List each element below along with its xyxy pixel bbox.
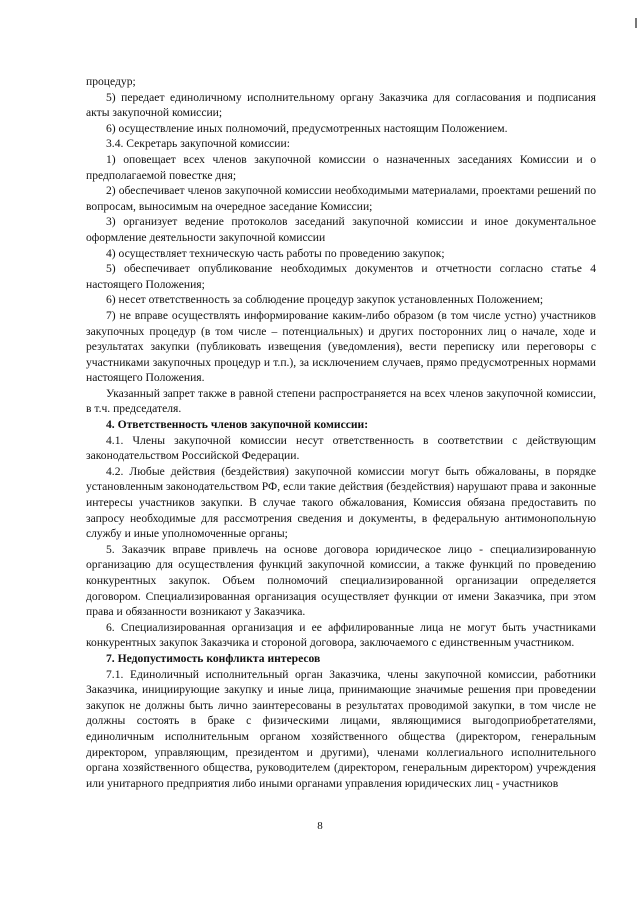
paragraph-6: 2) обеспечивает членов закупочной комиссии необходимыми материалами, проектами решений по вопросам, выносимым на очередное заседание Комиссии; — [86, 184, 596, 213]
paragraph-16: 5. Заказчик вправе привлечь на основе договора юридическое лицо - специализированную организацию для осуществления функций закупочной комиссии, а также функций по проведению конкурентных закупок. Объем полномочий специализированной организации определяется договором. Специализированная организация осуществляет функции от имени Заказчика, при этом права и обязанности возникают у Заказчика. — [86, 542, 596, 619]
paragraph-11: 7) не вправе осуществлять информирование каким-либо образом (в том числе устно) участников закупочных процедур (в том числе – потенциальных) и других посторонних лиц о начале, ходе и результатах закупки (публиковать извещения (уведомления), вести переписку или переговоры с участниками закупочных процедур и т.п.), за исключением случаев, прямо предусмотренных нормами настоящего Положения. — [86, 308, 596, 385]
paragraph-17: 6. Специализированная организация и ее аффилированные лица не могут быть участниками конкурентных закупок Заказчика и стороной договора, заключаемого с единственным участником. — [86, 620, 596, 650]
section-heading-7: 7. Недопустимость конфликта интересов — [106, 651, 321, 665]
paragraph-3: 6) осуществление иных полномочий, предусмотренных настоящим Положением. — [106, 121, 508, 135]
scan-edge-mark — [635, 18, 637, 28]
paragraph-14: 4.1. Члены закупочной комиссии несут ответственность в соответствии с действующим законодательством Российской Федерации. — [86, 433, 596, 463]
paragraph-2: 5) передает единоличному исполнительному органу Заказчика для согласования и подписания акты закупочной комиссии; — [86, 90, 596, 120]
paragraph-1: процедур; — [86, 75, 136, 88]
paragraph-9: 5) обеспечивает опубликование необходимых документов и отчетности согласно статье 4 настоящего Положения; — [86, 262, 596, 291]
paragraph-15: 4.2. Любые действия (бездействия) закупочной комиссии могут быть обжалованы, в порядке установленным законодательством РФ, если такие действия (бездействия) нарушают права и законные интересы участников закупки. В случае такого обжалования, Комиссия обязана предоставить по запросу необходимые для рассмотрения сведения и документы, в федеральную антимонопольную службу и иные уполномоченные органы; — [86, 464, 596, 541]
document-page — [86, 74, 596, 791]
paragraph-19: 7.1. Единоличный исполнительный орган Заказчика, члены закупочной комиссии, работники Заказчика, инициирующие закупку и иные лица, принимающие значимые решения при проведении закупок не должны быть лично заинтересованы в результатах проводимой закупки, в том числе не должны состоять в браке с физическими лицами, являющимися выгодоприобретателями, единоличным исполнительным органом хозяйственного общества (директором, генеральным директором, управляющим, президентом и другими), членами коллегиального исполнительного органа хозяйственного общества, руководителем (директором, генеральным директором) учреждения или унитарного предприятия либо иными органами управления юридических лиц - участников — [86, 667, 596, 790]
paragraph-12: Указанный запрет также в равной степени распространяется на всех членов закупочной комиссии, в т.ч. председателя. — [86, 386, 596, 416]
paragraph-10: 6) несет ответственность за соблюдение процедур закупок установленных Положением; — [106, 293, 544, 307]
paragraph-5: 1) оповещает всех членов закупочной комиссии о назначенных заседаниях Комиссии и о предполагаемой повестке дня; — [86, 152, 596, 182]
paragraph-4: 3.4. Секретарь закупочной комиссии: — [106, 137, 290, 151]
page-number: 8 — [317, 820, 323, 832]
paragraph-7: 3) организует ведение протоколов заседаний закупочной комиссии и иное документальное оформление деятельности закупочной комиссии — [86, 215, 596, 244]
paragraph-8: 4) осуществляет техническую часть работы по проведению закупок; — [106, 246, 445, 260]
section-heading-4: 4. Ответственность членов закупочной комиссии: — [106, 418, 369, 432]
